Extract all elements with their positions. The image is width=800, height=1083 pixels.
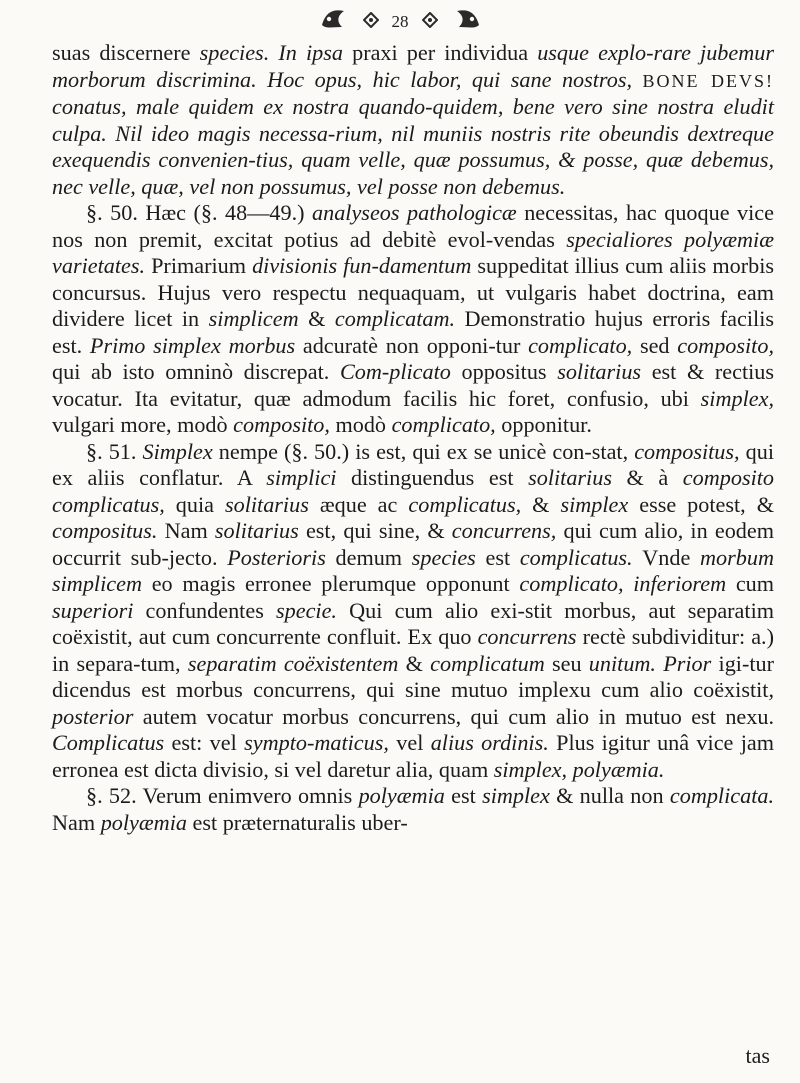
text-run: est, qui sine, & <box>305 518 452 543</box>
text-run: adcuratè non opponi-tur <box>302 332 529 358</box>
text-run: simplex, <box>700 385 774 411</box>
text-run: polyæmia <box>100 809 193 835</box>
text-run: & à <box>626 465 683 490</box>
text-run: qui ab isto omninò discrepat. <box>52 359 340 384</box>
text-run: separatim coëxistentem <box>187 650 406 676</box>
text-run: species. In ipsa <box>199 40 353 65</box>
text-run: solitarius <box>528 465 627 490</box>
text-run: & <box>532 491 561 517</box>
text-run: species <box>411 544 486 570</box>
body-text <box>52 40 774 836</box>
text-run: & <box>308 306 335 331</box>
text-run: nempe (§. 50.) is est, qui ex se unicè con-stat, <box>218 438 635 464</box>
text-run: compositus. <box>52 518 165 543</box>
text-run: posterior <box>52 703 143 729</box>
text-run: conatus, male quidem ex nostra quando-quidem, bene vero sine nostra eludit culpa. Nil ideo magis necessa-rium, nil muniis nostris rite obeundis dextreque exequendis convenien-tius, quam velle, quæ possumus, & posse, quæ debemus, nec velle, quæ, vel non possumus, vel posse non debemus. <box>52 94 774 199</box>
text-run: solitarius <box>214 518 306 543</box>
text-run: Complicatus <box>52 730 172 755</box>
text-run: distinguendus est <box>351 465 529 490</box>
text-run: est <box>451 783 483 808</box>
text-run: morbum simplicem <box>52 544 774 596</box>
paragraph-section-52 <box>52 783 774 836</box>
text-run: & <box>405 650 431 676</box>
text-run: alius ordinis. <box>430 730 557 755</box>
text-run: sed <box>639 332 678 358</box>
text-run: est: vel <box>171 730 245 755</box>
text-run: specialiores polyæmiæ varietates. <box>52 226 775 278</box>
text-run: seu <box>551 650 589 676</box>
text-run: Qui cum alio exi-stit morbus, aut separatim coëxistit, aut cum concurrente confluit. Ex quo <box>52 597 774 649</box>
text-run: oppositus <box>461 359 558 384</box>
text-run: igi-tur dicendus est morbus concurrens, qui sine mutuo implexu cum alio coëxistit, <box>52 650 774 702</box>
text-run: Vnde <box>642 544 701 570</box>
text-run: complicato, inferiorem <box>519 571 736 596</box>
text-run: autem vocatur morbus concurrens, qui cum alio in mutuo est nexu. <box>142 703 774 729</box>
text-run: superiori <box>52 597 146 623</box>
text-run: cum <box>735 571 775 596</box>
text-run: solitarius <box>224 491 320 517</box>
text-run: §. 50. Hæc (§. 48—49.) <box>86 200 313 225</box>
text-run: unitum. Prior <box>588 650 719 676</box>
text-run: compositus, <box>634 438 746 464</box>
text-run: esse potest, & <box>639 491 774 517</box>
text-run: usque explo-rare jubemur morborum discrimina. Hoc opus, hic labor, qui sane nostros, <box>52 40 774 92</box>
page-number: 28 <box>391 12 409 32</box>
text-run: modò <box>335 412 392 437</box>
text-run: complicato, <box>528 332 640 358</box>
text-run: simplex, polyæmia. <box>493 756 665 782</box>
text-run: Primarium <box>151 253 253 278</box>
paragraph-continuation <box>52 40 774 200</box>
text-run: est & rectius vocatur. Ita evitatur, quæ admodum facilis hic foret, confusio, ubi <box>52 359 774 411</box>
text-run: composito, <box>677 332 774 358</box>
text-run: quia <box>175 491 225 517</box>
text-run: Nam <box>164 518 215 543</box>
text-run: opponitur. <box>501 412 592 437</box>
text-run: Com-plicato <box>339 359 462 384</box>
text-run: Simplex <box>142 438 219 464</box>
paragraph-section-51 <box>52 439 774 784</box>
text-run: æque ac <box>319 491 409 517</box>
text-run: specie. <box>276 597 350 623</box>
text-run: Posterioris <box>227 544 336 570</box>
text-run: simplex <box>482 783 557 808</box>
text-run: complicatus. <box>519 544 643 570</box>
text-run: necessitas, hac quoque vice nos non premit, excitat potius ad debitè evol-vendas <box>52 200 774 252</box>
text-run: confundentes <box>145 597 276 623</box>
text-run: solitarius <box>557 359 652 384</box>
text-run: vulgari more, modò <box>52 412 234 437</box>
text-run: concurrens, <box>451 518 564 543</box>
text-run: suppeditat illius cum aliis morbis concursus. Hujus vero respectu nequaquam, ut vulgaris habet doctrina, eam dividere licet in <box>52 253 775 331</box>
text-run: polyæmia <box>358 783 452 808</box>
text-run: complicatum <box>430 650 552 676</box>
text-run: sympto-maticus, <box>244 730 397 755</box>
text-run: complicato, <box>391 412 502 437</box>
text-run: simplicem <box>208 306 309 331</box>
text-run: Primo simplex morbus <box>89 332 303 358</box>
text-run: complicatam. <box>334 306 465 331</box>
left-fleuron-icon <box>320 7 346 38</box>
text-run: divisionis fun-damentum <box>252 253 478 278</box>
text-run: est præternaturalis uber- <box>192 809 408 835</box>
text-run: qui ex aliis conflatur. A <box>52 438 774 490</box>
text-run: simplex <box>560 491 640 517</box>
text-run: & nulla non <box>556 783 670 808</box>
text-run: BONE DEVS! <box>642 70 774 91</box>
text-run: Plus igitur unâ vice jam erronea est dicta divisio, si vel daretur alia, quam <box>52 730 774 782</box>
text-run: composito, <box>233 412 336 437</box>
text-run: suas discernere <box>52 40 200 65</box>
text-run: Demonstratio hujus erroris facilis est. <box>52 306 774 358</box>
left-diamond-icon <box>363 7 379 37</box>
text-run: analyseos pathologicæ <box>312 200 525 225</box>
text-run: §. 52. Verum enimvero omnis <box>86 783 359 808</box>
catchword: tas <box>745 1043 770 1068</box>
text-run: composito complicatus, <box>52 465 775 517</box>
right-fleuron-icon <box>455 7 481 38</box>
text-run: complicatus, <box>408 491 533 517</box>
text-run: eo magis erronee plerumque opponunt <box>151 571 520 596</box>
text-run: §. 51. <box>86 438 143 464</box>
page-header <box>0 6 800 38</box>
text-run: vel <box>396 730 431 755</box>
text-run: demum <box>335 544 412 570</box>
right-diamond-icon <box>422 7 438 37</box>
text-run: Nam <box>52 809 101 835</box>
text-run: praxi per individua <box>352 40 538 65</box>
paragraph-section-50 <box>52 200 774 439</box>
text-run: rectè subdividitur: a.) in separa-tum, <box>52 624 774 676</box>
text-run: complicata. <box>669 783 775 808</box>
text-run: qui cum alio, in eodem occurrit sub-jecto. <box>52 518 775 570</box>
text-run: est <box>485 544 520 570</box>
text-run: concurrens <box>477 624 583 649</box>
text-run: simplici <box>266 465 352 490</box>
